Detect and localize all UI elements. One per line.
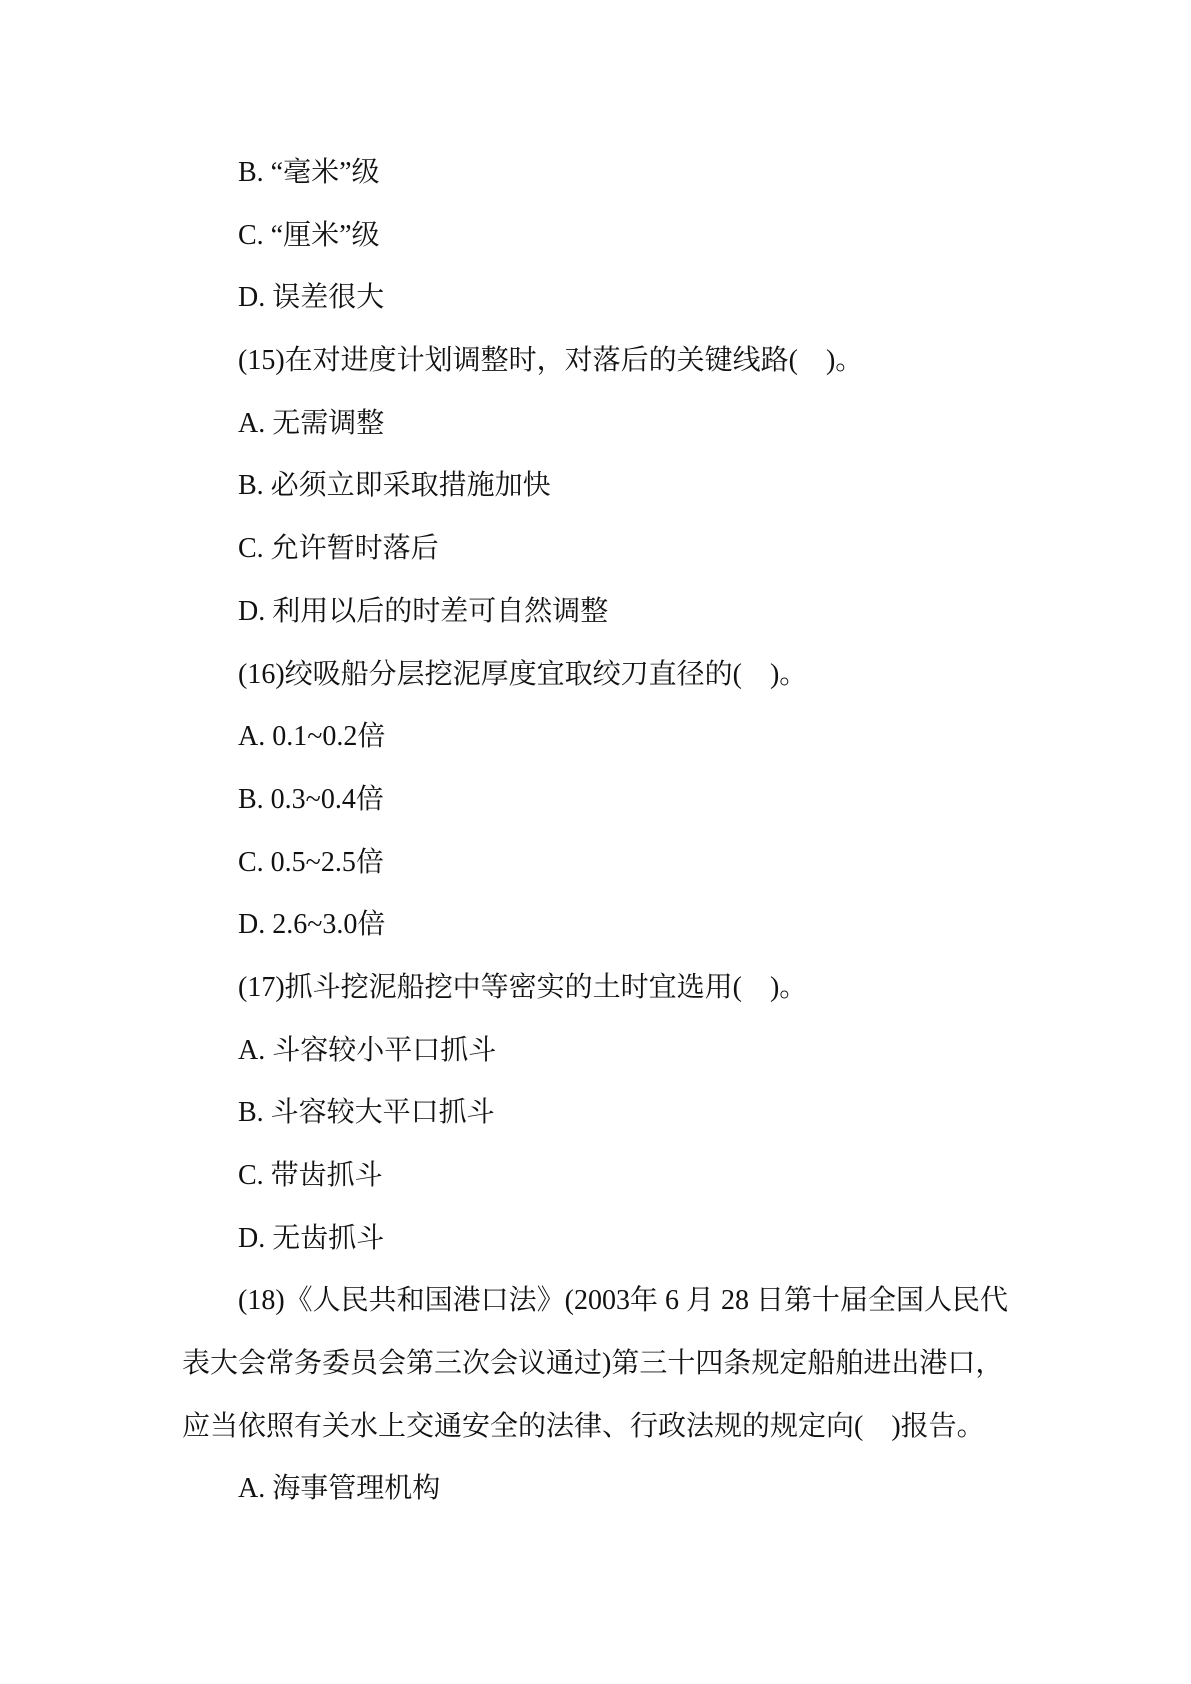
option-b: B. 必须立即采取措施加快 <box>238 470 551 502</box>
option-d: D. 误差很大 <box>238 282 385 314</box>
option-d: D. 2.6~3.0倍 <box>238 909 386 941</box>
question-list <box>0 142 1191 1521</box>
option-c: C. “厘米”级 <box>238 219 380 251</box>
question-stem-line: 应当依照有关水上交通安全的法律、行政法规的规定向( )报告。 <box>182 1410 985 1442</box>
question-stem-line: 表大会常务委员会第三次会议通过)第三十四条规定船舶进出港口， <box>182 1348 1004 1380</box>
option-a: A. 海事管理机构 <box>238 1473 441 1505</box>
option-c: C. 0.5~2.5倍 <box>238 846 384 878</box>
option-b: B. 0.3~0.4倍 <box>238 783 384 815</box>
option-c: C. 带齿抓斗 <box>238 1160 383 1191</box>
question-stem: (16)绞吸船分层挖泥厚度宜取绞刀直径的( )。 <box>238 658 808 690</box>
question-stem-line: (18)《人民共和国港口法》(2003年 6 月 28 日第十届全国人民代 <box>238 1285 1008 1317</box>
option-d: D. 利用以后的时差可自然调整 <box>238 595 609 627</box>
option-a: A. 斗容较小平口抓斗 <box>238 1034 497 1066</box>
option-a: A. 无需调整 <box>238 407 385 439</box>
option-a: A. 0.1~0.2倍 <box>238 721 386 753</box>
option-d: D. 无齿抓斗 <box>238 1222 385 1254</box>
option-b: B. “毫米”级 <box>238 157 380 188</box>
question-stem: (15)在对进度计划调整时，对落后的关键线路( )。 <box>238 345 864 377</box>
option-b: B. 斗容较大平口抓斗 <box>238 1097 495 1129</box>
option-c: C. 允许暂时落后 <box>238 533 439 565</box>
question-stem: (17)抓斗挖泥船挖中等密实的土时宜选用( )。 <box>238 971 808 1003</box>
